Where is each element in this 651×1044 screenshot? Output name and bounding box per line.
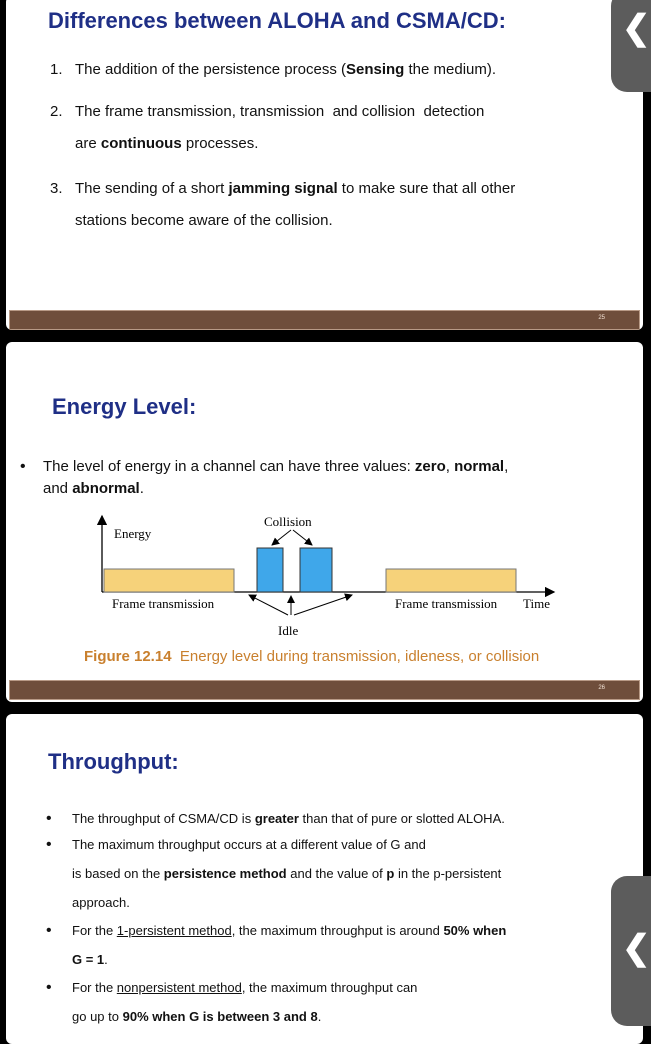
bullet-icon: • bbox=[20, 458, 26, 475]
idle-arrow-right bbox=[294, 595, 352, 615]
frame-transmission-bar-right bbox=[386, 569, 516, 592]
frame-transmission-bar-left bbox=[104, 569, 234, 592]
slide-throughput: Throughput: • The throughput of CSMA/CD is greater than that of pure or slotted ALOHA. • The maximum throughput occurs at a different value of G and is based on the persistence method and the value of p in the p-persistent approach. • For the 1-persistent method, the maximum throughput is around 50% when G = 1. • For the nonpersistent method, the maximum throughput can go up to 90% when G is between 3 and 8. bbox=[6, 714, 643, 1044]
time-axis-label: Time bbox=[523, 596, 550, 611]
collision-bar-2 bbox=[300, 548, 332, 592]
collision-bar-1 bbox=[257, 548, 283, 592]
frame-transmission-label-left: Frame transmission bbox=[112, 596, 215, 611]
bullet-icon: • bbox=[46, 810, 52, 827]
chevron-left-icon: ❮ bbox=[622, 9, 651, 47]
slide-energy-level: Energy Level: • The level of energy in a channel can have three values: zero, normal, and abnormal. Energy Collision Idle Frame transmission Frame transmission Time Figure 12.14 Energy level during transmission, idleness, or collision 26 bbox=[6, 342, 643, 702]
page-number: 25 bbox=[598, 315, 605, 321]
page-number: 26 bbox=[598, 685, 605, 691]
idle-arrow-left bbox=[249, 595, 288, 615]
slide-title: Energy Level: bbox=[52, 394, 197, 419]
slide-title: Differences between ALOHA and CSMA/CD: bbox=[48, 8, 506, 33]
slide-footer-bar bbox=[9, 310, 640, 330]
collision-label: Collision bbox=[264, 514, 312, 529]
energy-axis-label: Energy bbox=[114, 526, 152, 541]
slide-title: Throughput: bbox=[48, 749, 179, 774]
slide-footer-bar bbox=[9, 680, 640, 700]
slide-aloha-vs-csmacd: Differences between ALOHA and CSMA/CD: 1. The addition of the persistence process (Sensing the medium). 2. The frame transmission, transmission and collision detection are continuous processes. 3. The sending of a short jamming signal to make sure that all other stations become aware of the collision. 25 bbox=[6, 0, 643, 330]
bullet-icon: • bbox=[46, 922, 52, 939]
previous-page-tab[interactable] bbox=[611, 0, 651, 92]
bullet-icon: • bbox=[46, 836, 52, 853]
figure-caption: Figure 12.14 Energy level during transmission, idleness, or collision bbox=[84, 648, 540, 665]
previous-page-tab-bottom[interactable] bbox=[611, 876, 651, 1026]
frame-transmission-label-right: Frame transmission bbox=[395, 596, 498, 611]
collision-arrow-right bbox=[293, 530, 312, 545]
collision-arrow-left bbox=[272, 530, 291, 545]
bullet-icon: • bbox=[46, 979, 52, 996]
chevron-left-icon: ❮ bbox=[622, 929, 651, 967]
idle-label: Idle bbox=[278, 623, 299, 638]
